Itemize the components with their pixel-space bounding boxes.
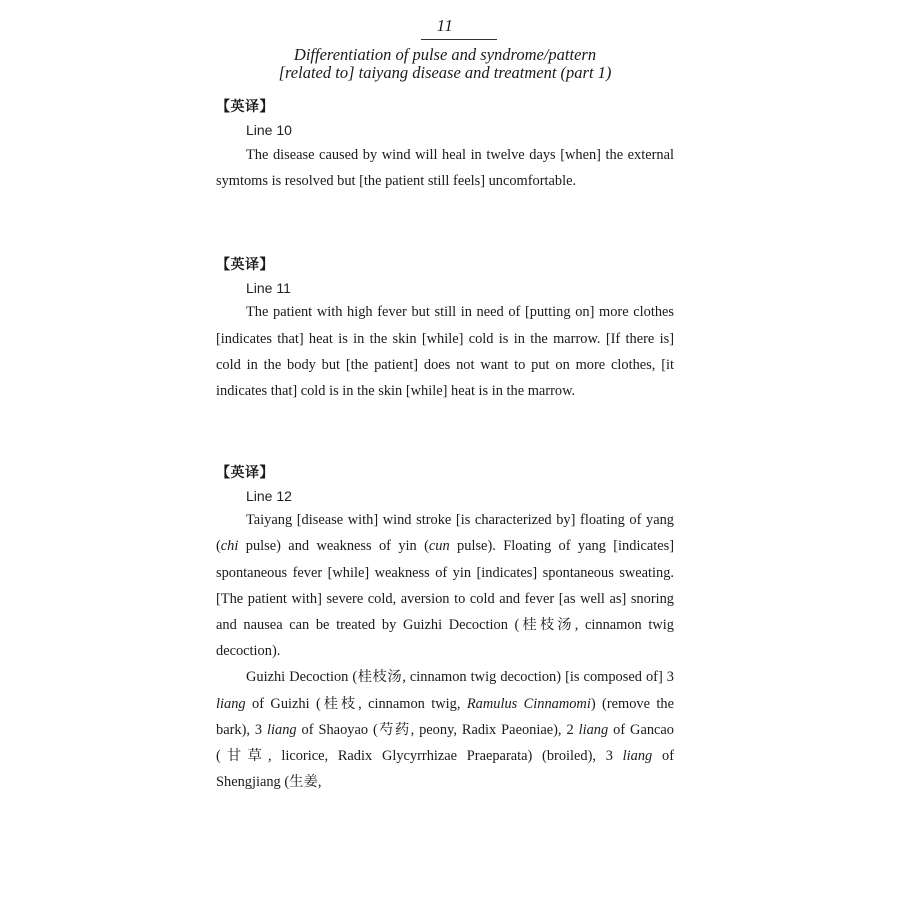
text-span: ) (remove the bark), 3 [216, 695, 674, 738]
italic-term: chi [220, 538, 239, 555]
section-line-11 [216, 254, 674, 404]
italic-term: liang [622, 748, 653, 765]
chapter-divider [421, 39, 497, 40]
italic-term: liang [216, 695, 246, 712]
text-span: Guizhi Decoction (桂枝汤, cinnamon twig decoction) [is composed of] 3 [246, 669, 674, 686]
text-span: of Shaoyao (芍药, peony, Radix Paeoniae), 2 [296, 721, 579, 738]
book-page [216, 16, 674, 795]
translation-paragraph: The disease caused by wind will heal in twelve days [when] the external symtoms is resolved but [the patient still feels] uncomfortable. [216, 147, 674, 190]
text-span: of Shengjiang (生姜, [216, 748, 674, 791]
section-label: 【英译】 [216, 257, 274, 274]
text-span: pulse). Floating of yang [indicates] spontaneous fever [while] weakness of yin [indicates] spontaneous sweating. [The patient with] severe cold, aversion to cold and fever [as well as] snoring and nausea can be treated by Guizhi Decoction (桂枝汤, cinnamon twig decoction). [216, 538, 674, 660]
chapter-title-line-2: [related to] taiyang disease and treatment (part 1) [278, 63, 612, 82]
italic-term: Ramulus Cinnamomi [466, 695, 591, 712]
section-line-10 [216, 96, 674, 194]
text-span: of Gancao (甘草, licorice, Radix Glycyrrhizae Praeparata) (broiled), 3 [216, 721, 674, 765]
translation-paragraph-2 [216, 664, 674, 795]
italic-term: cun [428, 538, 450, 555]
section-line-12 [216, 462, 674, 795]
section-label: 【英译】 [216, 465, 274, 482]
italic-term: liang [267, 721, 297, 738]
chapter-title-line-1: Differentiation of pulse and syndrome/pattern [293, 45, 597, 64]
translation-paragraph: The patient with high fever but still in need of [putting on] more clothes [indicates that] heat is in the skin [while] cold is in the marrow. [If there is] cold in the body but [the patient] does not want to put on more clothes, [it indicates that] cold is in the skin [while] heat is in the marrow. [216, 304, 674, 400]
chapter-number: 11 [436, 16, 454, 35]
line-number-label: Line 10 [246, 122, 292, 138]
text-span: Taiyang [disease with] wind stroke [is characterized by] floating of yang ( [216, 512, 674, 555]
text-span: of Guizhi (桂枝, cinnamon twig, [245, 695, 467, 712]
line-number-label: Line 12 [246, 488, 292, 505]
chapter-header [216, 16, 674, 82]
italic-term: liang [578, 721, 609, 738]
translation-paragraph-1 [216, 507, 674, 664]
line-number-label: Line 11 [246, 280, 291, 297]
section-label: 【英译】 [216, 99, 274, 115]
text-span: pulse) and weakness of yin ( [238, 538, 429, 555]
